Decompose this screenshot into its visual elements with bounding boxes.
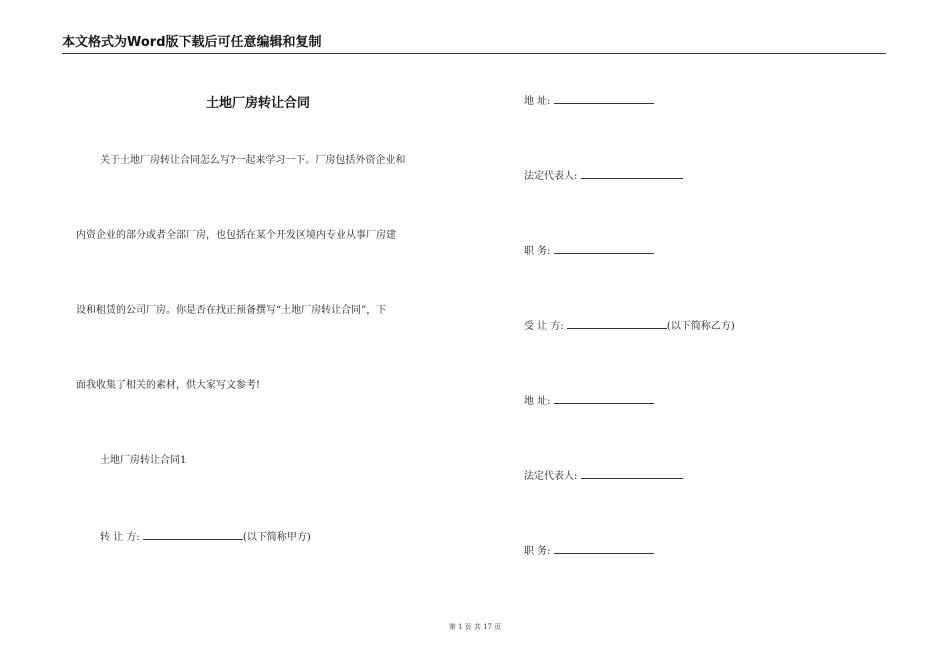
transferee-blank: [567, 318, 667, 329]
section-heading: 土地厂房转让合同1: [100, 455, 187, 466]
transferee-field: [524, 318, 735, 334]
transferor-field: [100, 529, 311, 545]
legal-rep-blank-2: [581, 468, 683, 479]
legal-rep-field-2: [524, 468, 683, 484]
page-footer: [0, 622, 950, 632]
legal-rep-blank-1: [581, 168, 683, 179]
address-label-2: 地 址:: [524, 396, 551, 407]
transferee-suffix: (以下简称乙方): [666, 321, 735, 332]
address-blank-1: [554, 93, 654, 104]
paragraph-line-2: 内资企业的部分或者全部厂房，也包括在某个开发区境内专业从事厂房建: [76, 230, 396, 241]
paragraph-line-4: 面我收集了相关的素材，供大家写文参考!: [76, 380, 261, 391]
position-blank-1: [554, 243, 654, 254]
position-blank-2: [554, 543, 654, 554]
paragraph-line-3: 设和租赁的公司厂房。你是否在找正预备撰写“土地厂房转让合同”，下: [76, 305, 387, 316]
address-label-1: 地 址:: [524, 96, 551, 107]
page-number: 第 1 页 共 17 页: [448, 623, 502, 631]
address-blank-2: [554, 393, 654, 404]
legal-rep-label-1: 法定代表人:: [524, 171, 578, 182]
position-field-1: [524, 243, 654, 259]
position-field-2: [524, 543, 654, 559]
transferor-suffix: (以下简称甲方): [242, 532, 311, 543]
position-label-2: 职 务:: [524, 546, 551, 557]
address-field-1: [524, 93, 654, 109]
page-header: [62, 36, 886, 54]
paragraph-line-1: 关于土地厂房转让合同怎么写?一起来学习一下。厂房包括外资企业和: [100, 155, 406, 166]
legal-rep-label-2: 法定代表人:: [524, 471, 578, 482]
position-label-1: 职 务:: [524, 246, 551, 257]
header-text: 本文格式为Word版下载后可任意编辑和复制: [62, 35, 322, 50]
address-field-2: [524, 393, 654, 409]
transferor-label: 转 让 方:: [100, 532, 140, 543]
document-title: 土地厂房转让合同: [206, 96, 311, 111]
legal-rep-field-1: [524, 168, 683, 184]
transferor-blank: [143, 529, 243, 540]
transferee-label: 受 让 方:: [524, 321, 564, 332]
